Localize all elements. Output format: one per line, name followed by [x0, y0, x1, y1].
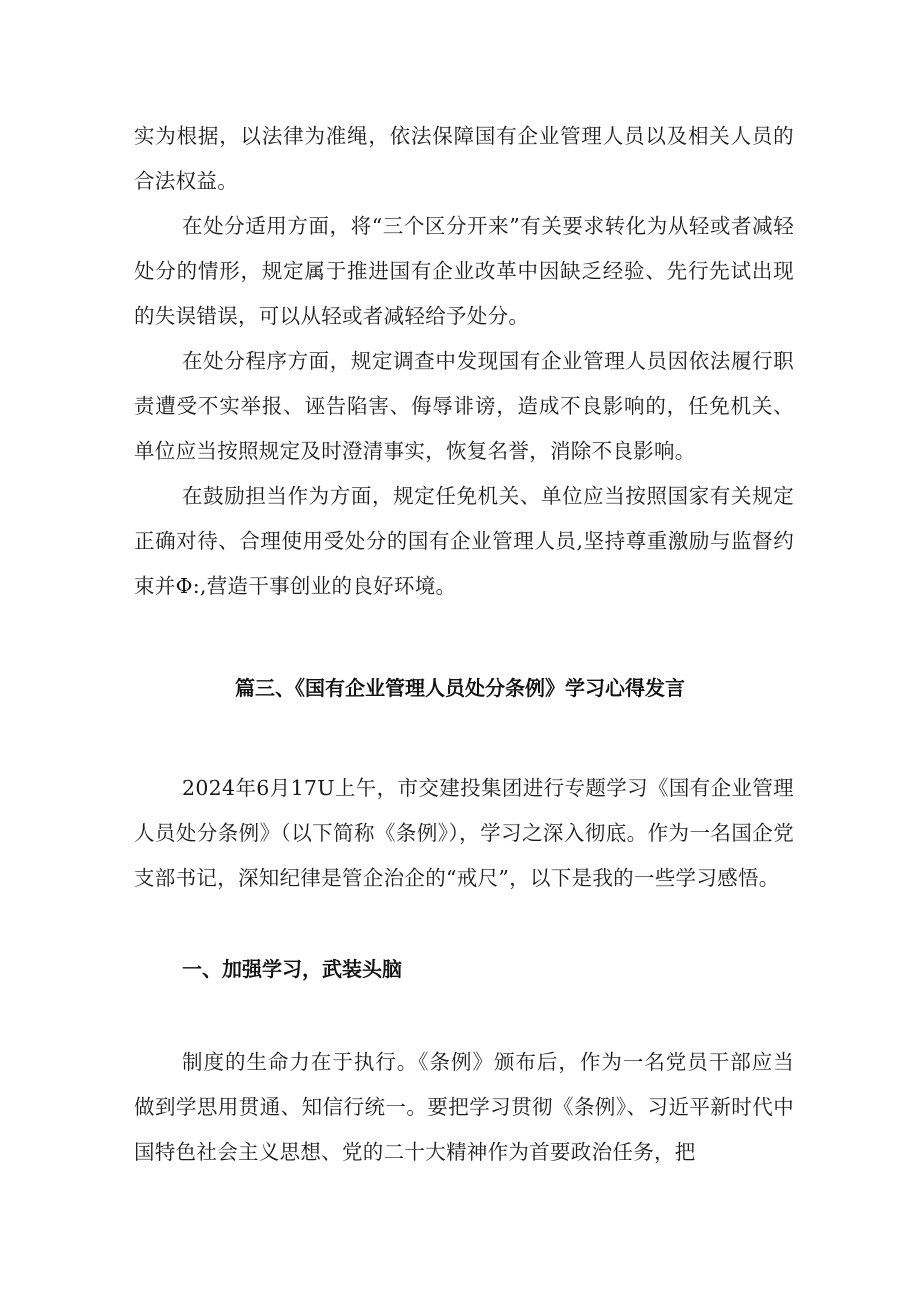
- paragraph-study-intro: 2024年6月17U上午，市交建投集团进行专题学习《国有企业管理人员处分条例》（以下简称《条例》），学习之深入彻底。作为一名国企党支部书记，深知纪律是管企治企的“戒尺”，以下是我的一些学习感悟。: [134, 776, 794, 890]
- paragraph-system-execution: 制度的生命力在于执行。《条例》颁布后，作为一名党员干部应当做到学思用贯通、知信行统一。要把学习贯彻《条例》、习近平新时代中国特色社会主义思想、党的二十大精神作为首要政治任务，把: [134, 1050, 794, 1164]
- paragraph-punishment-procedure: 在处分程序方面，规定调查中发现国有企业管理人员因依法履行职责遭受不实举报、诬告陷害、侮辱诽谤，造成不良影响的，任免机关、单位应当按照规定及时澄清事实，恢复名誉，消除不良影响。: [134, 349, 794, 463]
- paragraph-continuation: 实为根据，以法律为准绳，依法保障国有企业管理人员以及相关人员的合法权益。: [134, 124, 794, 193]
- section-title: 篇三、《国有企业管理人员处分条例》学习心得发言: [235, 676, 685, 700]
- subheading-strengthen-study: 一、加强学习，武装头脑: [182, 957, 402, 981]
- paragraph-punishment-application: 在处分适用方面，将“三个区分开来”有关要求转化为从轻或者减轻处分的情形，规定属于推进国有企业改革中因缺乏经验、先行先试出现的失误错误，可以从轻或者减轻给予处分。: [134, 214, 794, 328]
- paragraph-encourage-responsibility: 在鼓励担当作为方面，规定任免机关、单位应当按照国家有关规定正确对待、合理使用受处分的国有企业管理人员,坚持尊重激励与监督约束并Φ:,营造干事创业的良好环境。: [134, 484, 794, 598]
